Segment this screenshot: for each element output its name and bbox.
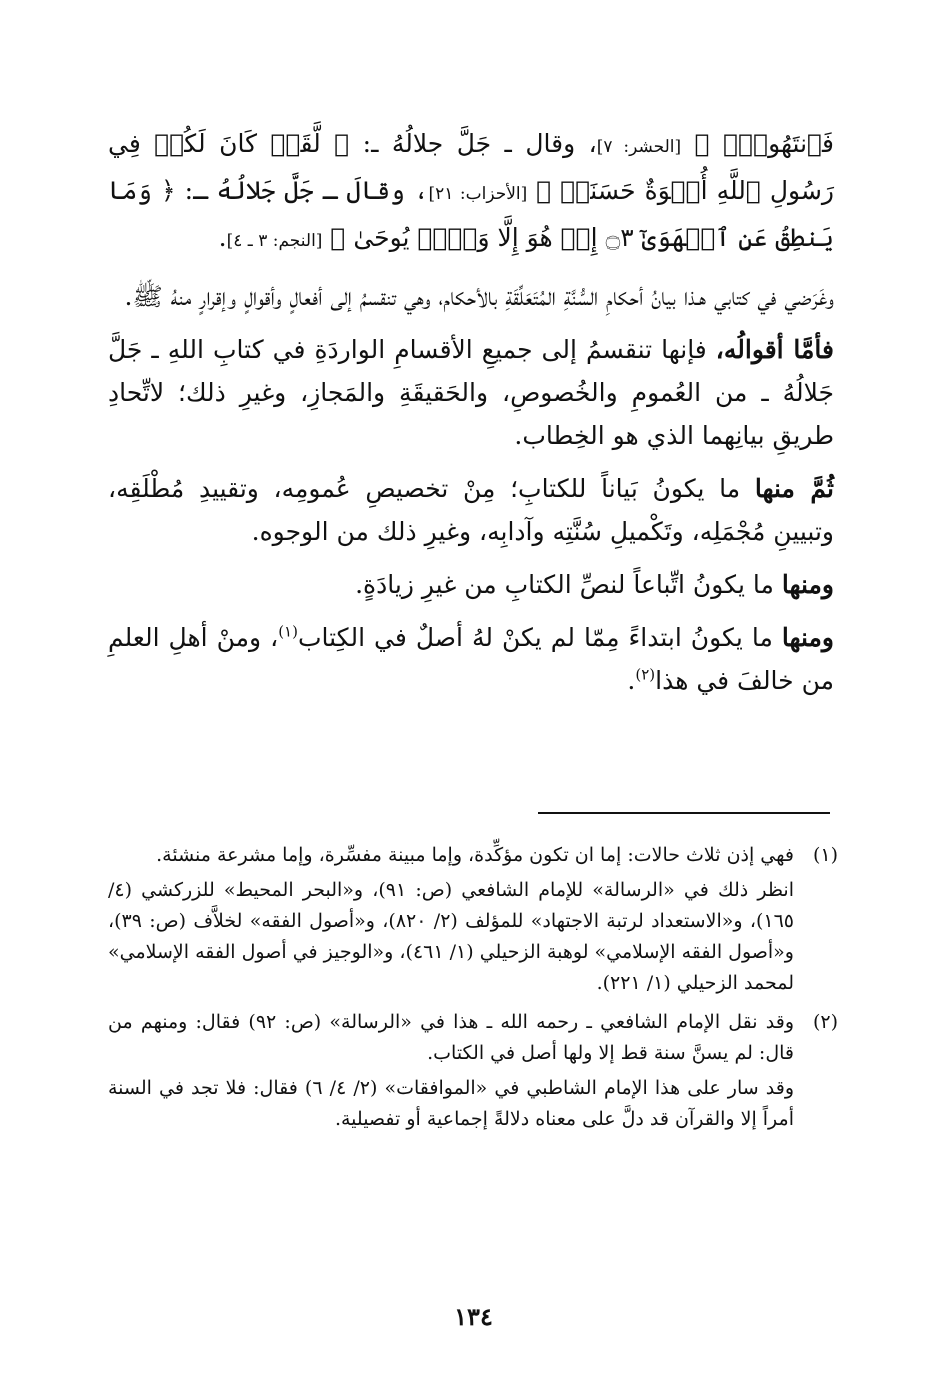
paragraph-explanation [108,467,834,553]
footnote-paragraph: وقد سار على هذا الإمام الشاطبي في «الموافقات» (٢/ ٤/ ٦) فقال: فلا تجد في السنة أمراً إلا والقرآن قد دلَّ على معناه دلالةً إجماعية أو تفصيلية. [108,1077,794,1130]
footnote-marker-1[interactable]: (١) [278,622,298,641]
paragraph-lead: ثُمَّ منها [754,474,834,503]
quran-citations [108,122,834,263]
footnote-separator [538,812,830,814]
paragraph-text: ما يكونُ بَياناً للكتابِ؛ مِنْ تخصيصِ عُمومِه، وتقييدِ مُطْلَقِه، وتبيينِ مُجْمَلِه، وتَكْميلِ سُنَّتِه وآدابِه، وغيرِ ذلك من الوجوه. [108,474,834,546]
paragraph-text: ، ومنْ أهلِ العلمِ من خالفَ في هذا [108,623,834,695]
end-mark: . [218,223,227,252]
paragraph-following [108,563,834,606]
paragraph-text: ما يكونُ ابتداءً مِمّا لم يكنْ لهُ أصلٌ في الكِتاب [297,623,782,652]
footnote-paragraph: وقد نقل الإمام الشافعي ـ رحمه الله ـ هذا في «الرسالة» (ص: ٩٢) فقال: ومنهم من قال: لم يسنَّ سنة قط إلا ولها أصل في الكتاب. [108,1011,794,1064]
footnote-paragraph: انظر ذلك في «الرسالة» للإمام الشافعي (ص: ٩١)، و«البحر المحيط» للزركشي (٤/ ١٦٥)، و«الاستعداد لرتبة الاجتهاد» للمؤلف (٢/ ٨٢٠)، و«أصول الفقه» لخلاَّف (ص: ٣٩)، و«أصول الفقه الإسلامي» لوهبة الزحيلي (١/ ٤٦١)، و«الوجيز في أصول الفقه الإسلامي» لمحمد الزحيلي (١/ ٢٢١). [108,879,794,994]
footnote-1 [108,840,838,1003]
footnotes [108,840,838,1143]
footnote-marker-2[interactable]: (٢) [635,665,656,684]
footnote-number: (١) [812,844,838,866]
paragraph-lead: ومنها [781,623,834,652]
footnote-body [108,1007,794,1139]
footnote-paragraph: فهي إذن ثلاث حالات: إما ان تكون مؤكِّدة، وإما مبينة مفسِّرة، وإما مشرعة منشئة. [156,844,794,866]
verse-reference: [الأحزاب: ٢١] [428,184,528,204]
paragraph-purpose: وغَرَضي في كتابي هـذا بيانُ أحكامِ السُّنَّةِ المُتَعَلِّقَةِ بالأحكام، وهي تنقسمُ إلى أفعالٍ وأقوالٍ وإقرارٍ منهُ ﷺ. [124,282,834,311]
main-text [108,122,834,712]
footnote-number: (٢) [812,1011,838,1033]
footnote-2 [108,1007,838,1139]
footnote-body [108,840,794,1003]
paragraph-text: فإنها تنقسمُ إلى جميعِ الأقسامِ الواردَةِ في كتابِ اللهِ ـ جَلَّ جَلالُهُ ـ من العُمومِ والخُصوصِ، والحَقيقَةِ والمَجازِ، وغيرِ ذلك؛ لاتِّحادِ طريقِ بيانِهما الذي هو الخِطاب. [108,335,834,450]
page-number: ١٣٤ [454,1302,493,1331]
paragraph-text: ما يكونُ اتِّباعاً لنصِّ الكتابِ من غيرِ زيادَةٍ. [355,570,782,599]
paragraph-lead: ومنها [781,570,834,599]
quran-verse-ahzab: ، وقال ـ جَلَّ جلالُهُ ـ: ﴿ لَّقَدۡ كَانَ لَكُمۡ فِي رَسُولِ ٱللَّهِ أُسۡوَةٌ حَسَنَةٞ ﴾ [108,129,834,205]
verse-reference: [الحشر: ٧] [596,137,682,157]
paragraph-lead: فأمَّا أقوالُه، [715,335,834,364]
quran-verse-hashr: فَٱنتَهُواْۚ ﴾ [694,129,835,158]
paragraph-sayings [108,328,834,457]
verse-reference: [النجم: ٣ ـ ٤] [226,231,323,251]
quran-verse-najm: ، وقالَ ـ جَلَّ جَلالُهُ ـ: ﴿ وَمَا يَنطِقُ عَنِ ٱلۡهَوَىٰٓ ۝٣ إِنۡ هُوَ إِلَّا وَحۡيٞ يُوحَىٰ ﴾ [108,176,834,252]
end-mark: . [627,666,636,695]
paragraph-origin [108,616,834,702]
